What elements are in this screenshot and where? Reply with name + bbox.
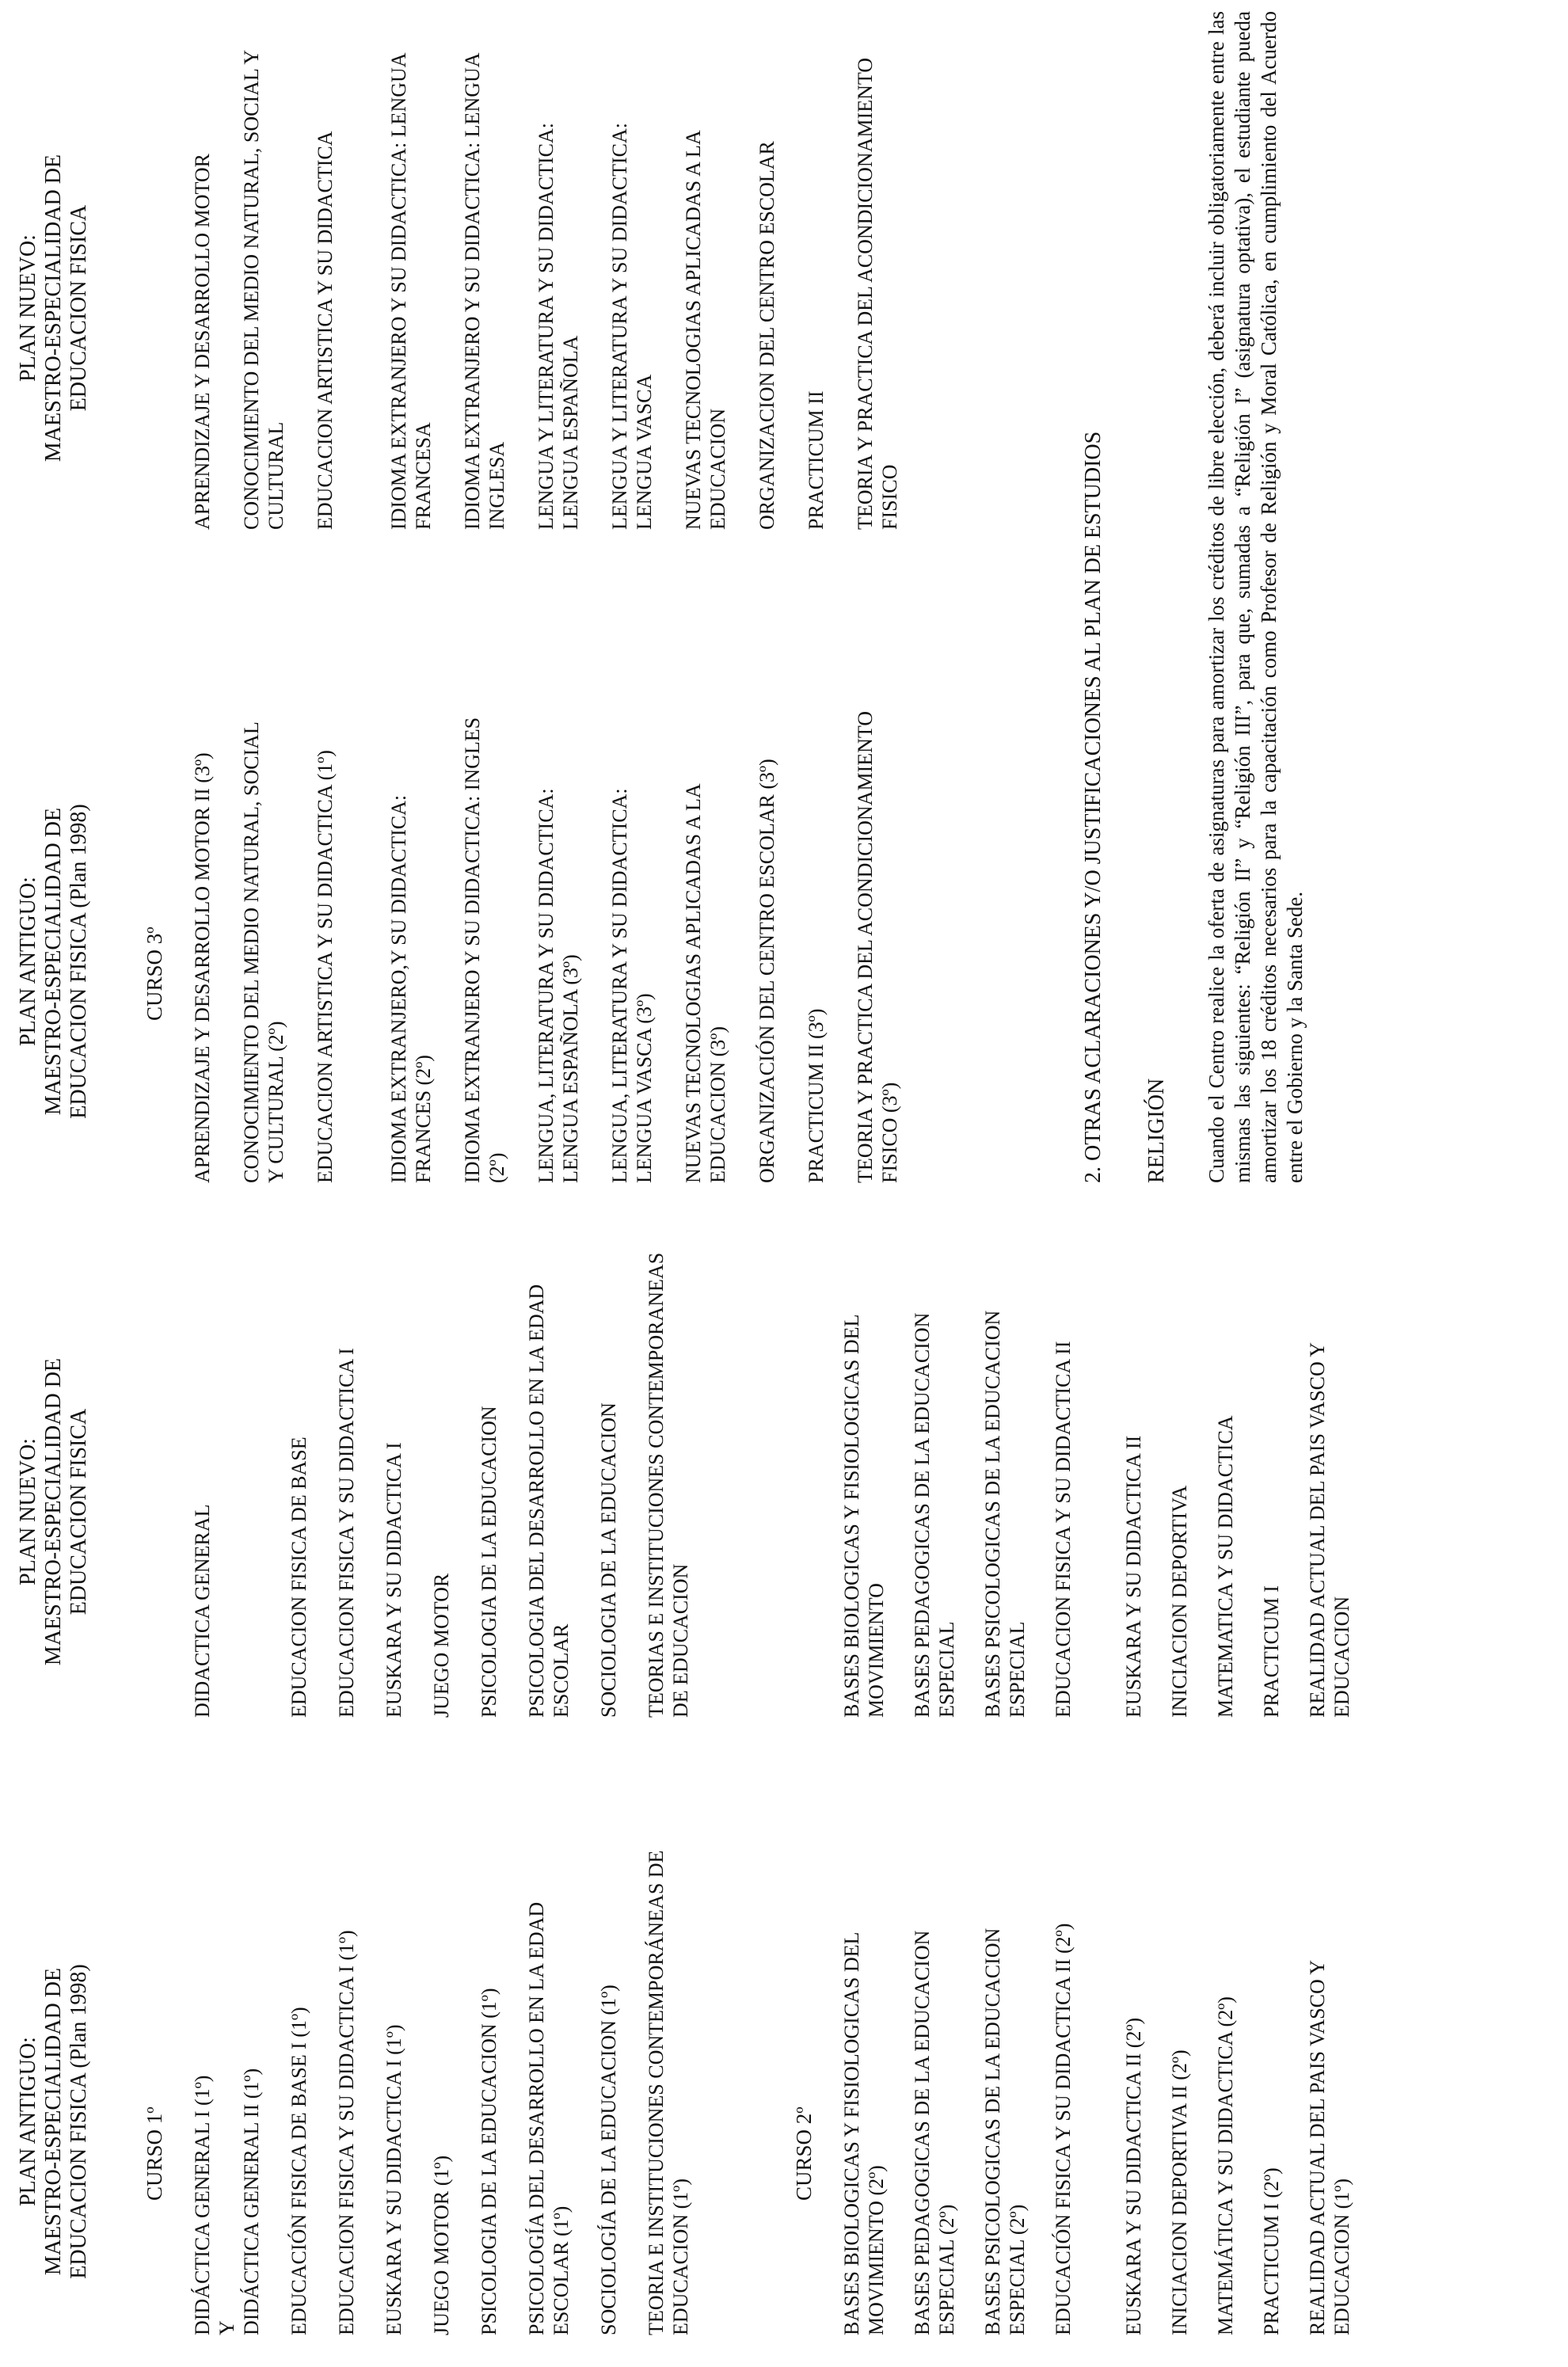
header-line: PLAN ANTIGUO: <box>16 2037 40 2206</box>
old-subject: MATEMÁTICA Y SU DIDACTICA (2º) <box>1214 1996 1237 2335</box>
new-subject: TEORIAS E INSTITUCIONES CONTEMPORANEAS DE EDUCACION <box>645 1252 692 1718</box>
new-subject: TEORIA Y PRACTICA DEL ACONDICIONAMIENTO FISICO <box>854 57 901 530</box>
new-subject: IDIOMA EXTRANJERO Y SU DIDACTICA: LENGUA FRANCESA <box>387 53 435 530</box>
new-subject: CONOCIMIENTO DEL MEDIO NATURAL, SOCIAL Y CULTURAL <box>240 50 287 530</box>
new-subject: DIDACTICA GENERAL <box>191 1504 214 1718</box>
header-line: EDUCACION FISICA (Plan 1998) <box>67 1964 91 2279</box>
old-subject: LENGUA, LITERATURA Y SU DIDACTICA: LENGUA ESPAÑOLA (3º) <box>535 788 582 1183</box>
old-subject: EDUCACION FISICA Y SU DIDACTICA I (1º) <box>335 1930 358 2335</box>
new-subject: MATEMATICA Y SU DIDACTICA <box>1214 1415 1237 1718</box>
right-header-new <box>16 86 92 530</box>
old-subject: INICIACION DEPORTIVA II (2º) <box>1168 2049 1191 2335</box>
old-subject: EDUCACIÓN FISICA DE BASE I (1º) <box>287 2007 310 2335</box>
new-subject: EDUCACION ARTISTICA Y SU DIDACTICA <box>314 131 337 530</box>
header-line: EDUCACION FISICA <box>67 204 91 412</box>
old-subject: EDUCACIÓN FISICA Y SU DIDACTICA II (2º) <box>1052 1923 1075 2335</box>
new-subject: ORGANIZACION DEL CENTRO ESCOLAR <box>755 141 778 530</box>
new-subject: BASES PSICOLOGICAS DE LA EDUCACION ESPECIAL <box>981 1310 1029 1718</box>
old-subject: ORGANIZACIÓN DEL CENTRO ESCOLAR (3º) <box>755 759 778 1183</box>
old-subject: BASES BIOLOGICAS Y FISIOLOGICAS DEL MOVIMIENTO (2º) <box>840 1932 888 2335</box>
new-subject: PSICOLOGIA DEL DESARROLLO EN LA EDAD ESCOLAR <box>525 1284 573 1718</box>
header-line: EDUCACION FISICA (Plan 1998) <box>67 804 91 1119</box>
new-subject: EUSKARA Y SU DIDACTICA II <box>1122 1435 1145 1718</box>
new-subject: INICIACION DEPORTIVA <box>1168 1485 1191 1718</box>
new-subject: EUSKARA Y SU DIDACTICA I <box>382 1442 405 1718</box>
old-subject: PRACTICUM II (3º) <box>805 1008 828 1183</box>
header-line: MAESTRO-ESPECIALIDAD DE <box>41 154 66 462</box>
new-subject: LENGUA Y LITERATURA Y SU DIDACTICA: LENGUA ESPAÑOLA <box>535 123 582 530</box>
old-subject: EDUCACION ARTISTICA Y SU DIDACTICA (1º) <box>314 750 337 1183</box>
old-subject: IDIOMA EXTRANJERO,Y SU DIDACTICA: FRANCES (2º) <box>387 794 435 1183</box>
old-subject: TEORIA Y PRACTICA DEL ACONDICIONAMIENTO FISICO (3º) <box>854 710 901 1183</box>
old-subject: BASES PEDAGOGICAS DE LA EDUCACION ESPECIAL (2º) <box>911 1930 958 2335</box>
curso-3-label: CURSO 3º <box>143 927 166 1021</box>
new-subject: BASES BIOLOGICAS Y FISIOLOGICAS DEL MOVIMIENTO <box>840 1315 888 1718</box>
new-subject: APRENDIZAJE Y DESARROLLO MOTOR <box>191 154 214 530</box>
curso-2-label: CURSO 2º <box>792 2106 816 2201</box>
old-subject: CONOCIMIENTO DEL MEDIO NATURAL, SOCIAL Y CULTURAL (2º) <box>240 722 287 1183</box>
section-2-title: 2. OTRAS ACLARACIONES Y/O JUSTIFICACIONES AL PLAN DE ESTUDIOS <box>1081 431 1106 1183</box>
old-subject: EUSKARA Y SU DIDACTICA I (1º) <box>382 2024 405 2335</box>
header-line: EDUCACION FISICA <box>67 1408 91 1615</box>
new-subject: EDUCACION FISICA Y SU DIDACTICA II <box>1052 1341 1075 1718</box>
religion-title: RELIGIÓN <box>1144 1078 1169 1183</box>
new-subject: PRACTICUM II <box>805 390 828 530</box>
header-line: PLAN ANTIGUO: <box>16 877 40 1046</box>
new-subject: SOCIOLOGIA DE LA EDUCACION <box>597 1402 620 1718</box>
left-header-new <box>16 1306 92 1718</box>
header-line: MAESTRO-ESPECIALIDAD DE <box>41 807 66 1116</box>
old-subject: SOCIOLOGÍA DE LA EDUCACION (1º) <box>597 1985 620 2335</box>
new-subject: NUEVAS TECNOLOGIAS APLICADAS A LA EDUCACION <box>682 131 729 530</box>
old-subject: APRENDIZAJE Y DESARROLLO MOTOR II (3º) <box>191 752 214 1183</box>
old-subject: EUSKARA Y SU DIDACTICA II (2º) <box>1122 2017 1145 2335</box>
old-subject: DIDÁCTICA GENERAL I (1º) Y DIDÁCTICA GENERAL II (1º) <box>191 2068 263 2335</box>
new-subject: EDUCACION FISICA Y SU DIDACTICA I <box>335 1348 358 1718</box>
new-subject: JUEGO MOTOR <box>430 1573 453 1718</box>
old-subject: NUEVAS TECNOLOGIAS APLICADAS A LA EDUCACION (3º) <box>682 784 729 1183</box>
old-subject: JUEGO MOTOR (1º) <box>430 2155 453 2335</box>
old-subject: TEORIA E INSTITUCIONES CONTEMPORÁNEAS DE EDUCACION (1º) <box>645 1850 692 2335</box>
old-subject: PSICOLOGIA DE LA EDUCACION (1º) <box>478 1988 500 2335</box>
left-header-old <box>16 1916 92 2327</box>
new-subject: EDUCACION FISICA DE BASE <box>287 1437 310 1718</box>
new-subject: LENGUA Y LITERATURA Y SU DIDACTICA: LENGUA VASCA <box>608 123 656 530</box>
old-subject: BASES PSICOLOGICAS DE LA EDUCACION ESPECIAL (2º) <box>981 1927 1029 2335</box>
header-line: MAESTRO-ESPECIALIDAD DE <box>41 1357 66 1666</box>
old-subject: PRACTICUM I (2º) <box>1260 2167 1283 2335</box>
old-subject: LENGUA, LITERATURA Y SU DIDACTICA: LENGUA VASCA (3º) <box>608 788 656 1183</box>
new-subject: BASES PEDAGOGICAS DE LA EDUCACION ESPECIAL <box>911 1312 958 1718</box>
new-subject: PRACTICUM I <box>1260 1585 1283 1718</box>
old-subject: PSICOLOGÍA DEL DESARROLLO EN LA EDAD ESCOLAR (1º) <box>525 1901 573 2335</box>
right-header-old <box>16 740 92 1183</box>
curso-1-label: CURSO 1º <box>143 2106 166 2201</box>
new-subject: IDIOMA EXTRANJERO Y SU DIDACTICA: LENGUA INGLESA <box>461 53 508 530</box>
header-line: PLAN NUEVO: <box>16 234 40 382</box>
new-subject: PSICOLOGIA DE LA EDUCACION <box>478 1406 500 1718</box>
old-subject: REALIDAD ACTUAL DEL PAIS VASCO Y EDUCACION (1º) <box>1306 1960 1353 2335</box>
religion-paragraph: Cuando el Centro realice la oferta de asignaturas para amortizar los créditos de libre elección, deberá incluir obligatoriamente entre las mismas las siguientes: “Religión II” y “Religión III”, para que, sumadas a “Religión I” (asignatura optativa), el estudiante pueda amortizar los 18 créditos necesarios para la capacitación como Profesor de Religión y Moral Católica, en cumplimiento del Acuerdo entre el Gobierno y la Santa Sede. <box>1205 11 1307 1183</box>
header-line: PLAN NUEVO: <box>16 1438 40 1585</box>
old-subject: IDIOMA EXTRANJERO Y SU DIDACTICA: INGLES (2º) <box>461 717 508 1183</box>
new-subject: REALIDAD ACTUAL DEL PAIS VASCO Y EDUCACION <box>1306 1342 1353 1718</box>
header-line: MAESTRO-ESPECIALIDAD DE <box>41 1967 66 2276</box>
